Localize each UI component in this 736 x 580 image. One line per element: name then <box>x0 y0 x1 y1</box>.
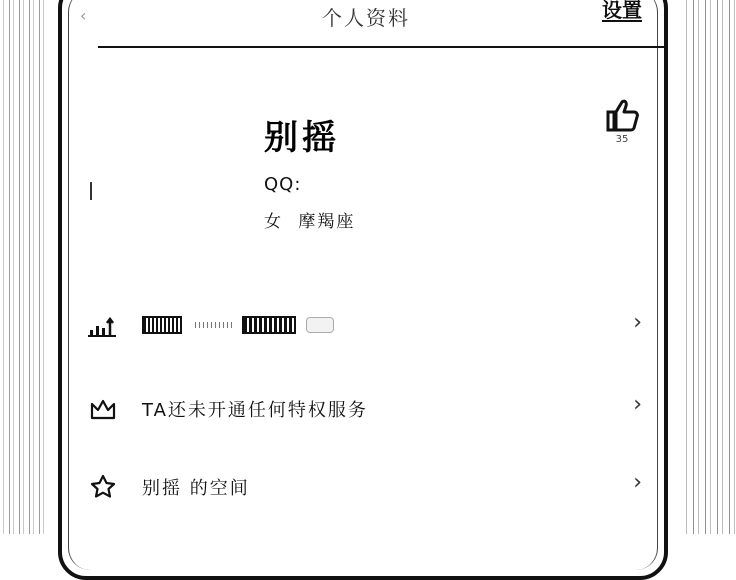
level-badge <box>242 316 296 334</box>
like-count: 35 <box>615 134 629 145</box>
photo-edge-right <box>682 0 736 534</box>
photo-edge-left <box>0 0 44 534</box>
level-badge <box>142 316 182 334</box>
avatar-edge <box>90 182 92 200</box>
qq-label: QQ: <box>264 174 302 195</box>
menu-item-level[interactable] <box>88 306 648 346</box>
nav-header <box>68 0 664 46</box>
level-badge <box>306 317 334 333</box>
settings-button[interactable]: 设置 <box>602 0 642 22</box>
crown-icon <box>88 396 118 420</box>
like-button[interactable] <box>600 98 644 145</box>
page-title: 个人资料 <box>322 6 410 30</box>
menu-item-privileges-label: TA还未开通任何特权服务 <box>142 400 368 421</box>
menu-item-level-label <box>142 314 344 335</box>
profile-info <box>264 207 355 232</box>
thumbs-up-icon <box>604 98 640 132</box>
profile-name: 别摇 <box>264 118 340 158</box>
chevron-right-icon: › <box>633 470 642 495</box>
menu-item-privileges[interactable] <box>88 388 648 428</box>
chevron-right-icon: › <box>633 392 642 417</box>
location-text: 摩羯座 <box>298 212 356 232</box>
gender-text: 女 <box>264 212 283 232</box>
level-icon <box>88 314 118 338</box>
level-badge <box>192 322 232 328</box>
header-divider <box>98 46 664 48</box>
back-arrow-icon[interactable]: ‹ <box>80 6 87 25</box>
menu-item-space[interactable] <box>88 466 648 506</box>
menu-item-space-label: 别摇 的空间 <box>142 478 250 499</box>
chevron-right-icon: › <box>633 310 642 335</box>
star-icon <box>88 474 118 498</box>
